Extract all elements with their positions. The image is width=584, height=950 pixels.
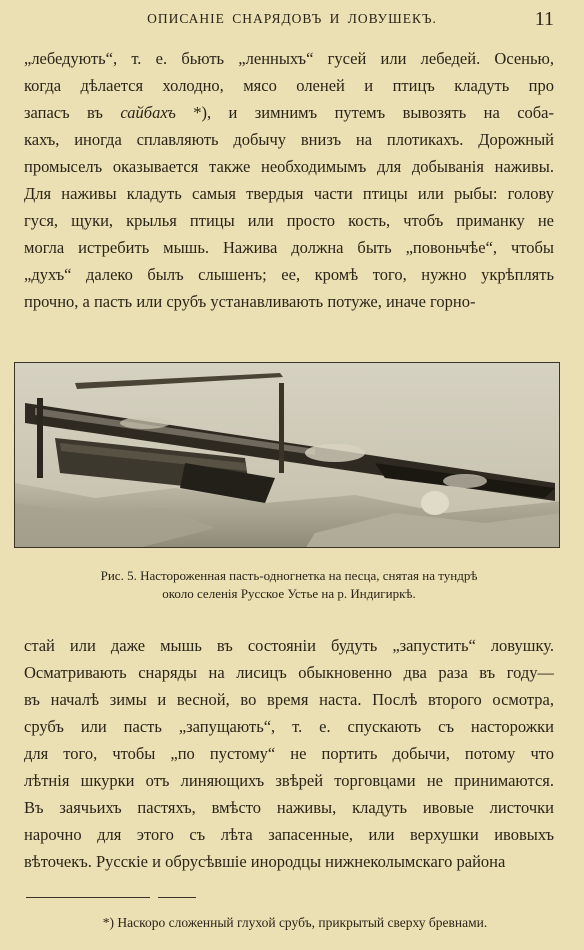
- running-head: [0, 8, 584, 32]
- paragraph-top: [24, 45, 554, 315]
- text-segment: срубъ или пасть „запущають“, т. е. спускають съ насторожки: [24, 717, 554, 736]
- footnote: *) Наскоро сложенный глухой срубъ, прикрытый сверху бревнами.: [102, 915, 488, 930]
- text-line: [24, 767, 554, 794]
- text-segment: вѣточекъ. Русскіе и обрусѣвшіе инородцы нижнеколымскаго района: [24, 852, 506, 871]
- text-line: [24, 794, 554, 821]
- text-line: [24, 99, 554, 126]
- text-line: [24, 234, 554, 261]
- text-line: [24, 740, 554, 767]
- footnote-rule-short: [158, 897, 196, 898]
- text-line: [24, 126, 554, 153]
- text-segment: прочно, а пасть или срубъ устанавливають потуже, иначе горно-: [24, 292, 476, 311]
- text-segment: запасъ въ: [24, 103, 121, 122]
- text-line: [24, 45, 554, 72]
- figure-caption: [24, 567, 554, 603]
- text-segment: „лебедують“, т. е. бьють „ленныхъ“ гусей или лебедей. Осенью,: [24, 49, 554, 68]
- text-line: [24, 72, 554, 99]
- text-segment: *), и зимнимъ путемъ вывозять на соба-: [175, 103, 554, 122]
- trap-photograph: [15, 363, 560, 548]
- text-segment: Осматривають снаряды на лисицъ обыкновенно два раза въ году—: [24, 663, 554, 682]
- text-line: [24, 288, 554, 315]
- caption-line: около селенія Русское Устье на р. Индигиркѣ.: [162, 586, 416, 601]
- text-segment: могла истребить мышь. Нажива должна быть „повоньчѣе“, чтобы: [24, 238, 554, 257]
- text-line: [24, 207, 554, 234]
- text-segment: нарочно для этого съ лѣта запасенные, или верхушки ивовыхъ: [24, 825, 554, 844]
- text-segment: промыселъ оказывается также необходимымъ для добыванія наживы.: [24, 157, 554, 176]
- figure-photo-trap: [14, 362, 560, 548]
- text-segment: „духъ“ далеко былъ слышенъ; ее, кромѣ того, нужно укрѣплять: [24, 265, 554, 284]
- text-segment: Въ заячьихъ пастяхъ, вмѣсто наживы, кладуть ивовые листочки: [24, 798, 554, 817]
- text-segment: гуся, щуки, крылья птицы или просто кость, чтобъ приманку не: [24, 211, 554, 230]
- text-segment: лѣтнія шкурки отъ линяющихъ звѣрей торговцами не принимаются.: [24, 771, 554, 790]
- page-number: 11: [534, 8, 554, 30]
- text-segment: для того, чтобы „по пустому“ не портить добычи, потому что: [24, 744, 554, 763]
- text-line: [24, 632, 554, 659]
- text-line: [24, 153, 554, 180]
- italic-term: сайбахъ: [120, 103, 176, 122]
- text-line: [24, 659, 554, 686]
- text-line: [24, 821, 554, 848]
- running-head-title: ОПИСАНІЕ СНАРЯДОВЪ И ЛОВУШЕКЪ.: [147, 11, 437, 26]
- text-line: [24, 848, 554, 875]
- text-segment: кахъ, иногда сплавляють добычу внизъ на плотикахъ. Дорожный: [24, 130, 554, 149]
- text-line: [24, 261, 554, 288]
- text-segment: когда дѣлается холодно, мясо оленей и птицъ кладуть про: [24, 76, 554, 95]
- text-line: [24, 713, 554, 740]
- text-segment: Для наживы кладуть самыя твердыя части птицы или рыбы: голову: [24, 184, 554, 203]
- text-line: [24, 686, 554, 713]
- footnote-rule: [26, 897, 150, 898]
- text-segment: стай или даже мышь въ состояніи будуть „запустить“ ловушку.: [24, 636, 554, 655]
- text-segment: въ началѣ зимы и весной, во время наста. Послѣ второго осмотра,: [24, 690, 554, 709]
- paragraph-bottom: [24, 632, 554, 875]
- caption-line: Рис. 5. Настороженная пасть-одногнетка на песца, снятая на тундрѣ: [100, 568, 478, 583]
- text-line: [24, 180, 554, 207]
